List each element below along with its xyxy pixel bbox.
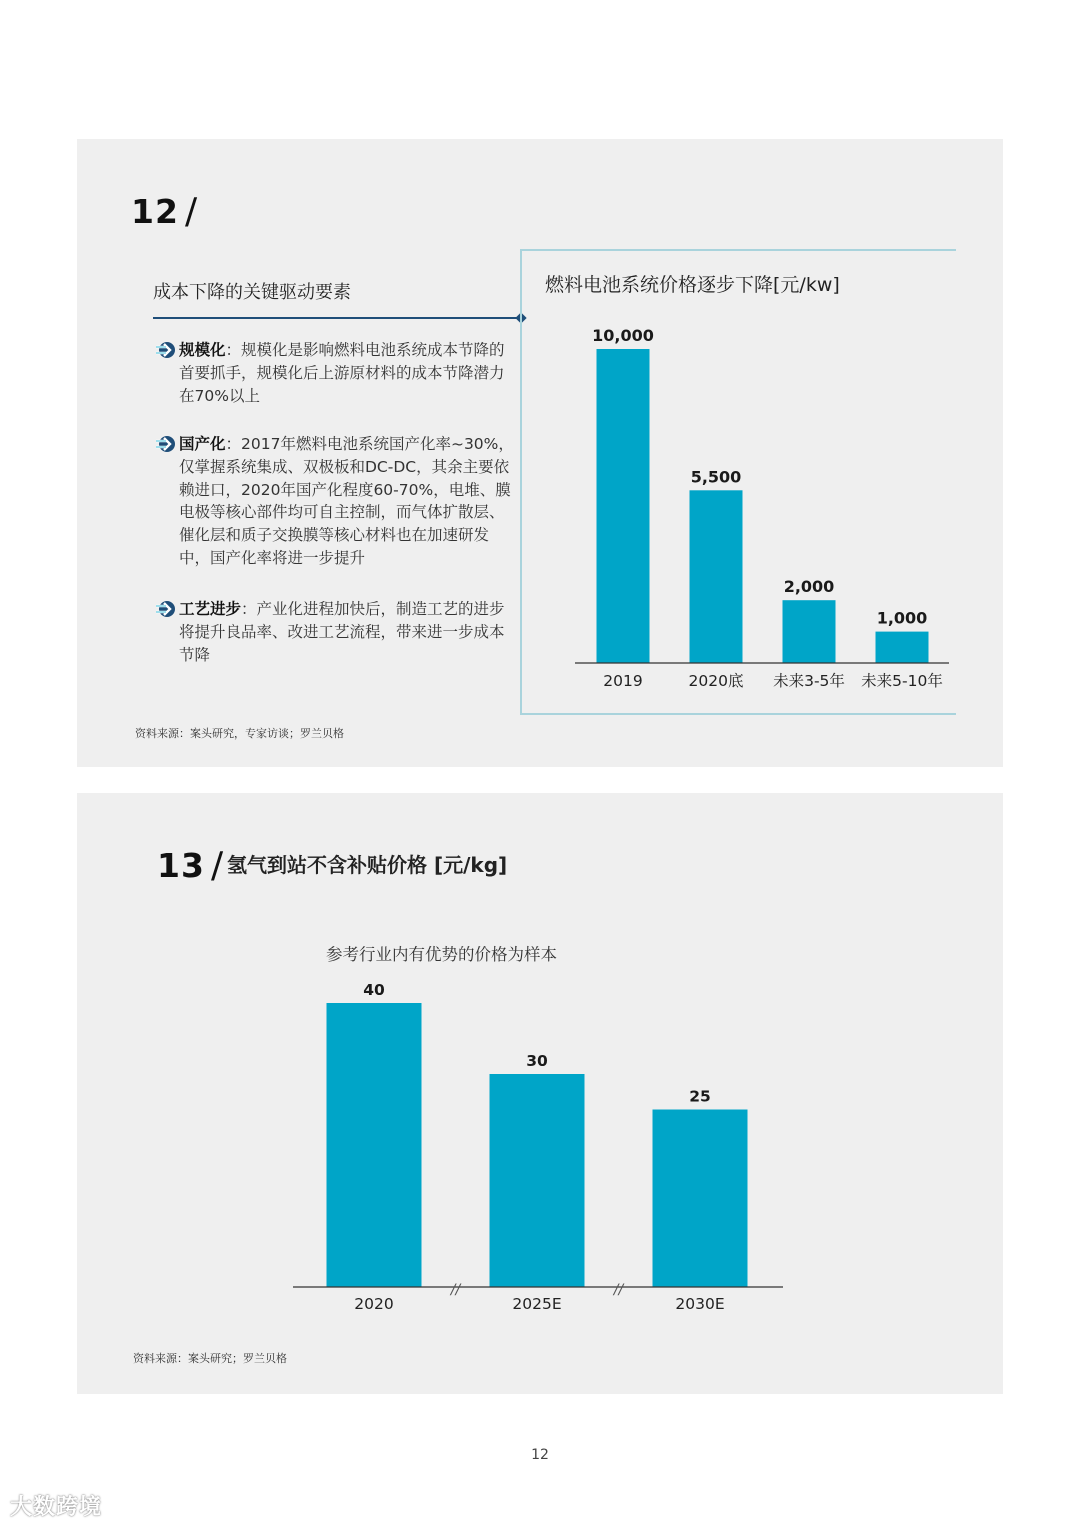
bullet-keyword: 国产化 (179, 435, 226, 453)
bar (653, 1110, 748, 1288)
axis-break-mark: // (613, 1282, 624, 1298)
bullet-process (155, 598, 515, 666)
fuel-cell-price-chart (487, 309, 943, 699)
page-number: 12 (531, 1447, 549, 1463)
x-tick-label: 2020底 (688, 672, 744, 690)
data-label: 2,000 (783, 577, 835, 597)
hydrogen-price-title: 氢气到站不含补贴价格 [元/kg] (227, 853, 508, 877)
data-label: 5,500 (690, 467, 742, 487)
section-13-panel (77, 793, 1003, 1394)
bullet-text: ：产业化进程加快后，制造工艺的进步将提升良品率、改进工艺流程，带来进一步成本节降 (179, 600, 505, 664)
bullet-keyword: 规模化 (179, 341, 226, 359)
drivers-title: 成本下降的关键驱动要素 (153, 282, 351, 303)
bullet-localization (155, 433, 515, 570)
x-tick-label: 2019 (603, 672, 643, 690)
source-note: 资料来源：案头研究，专家访谈；罗兰贝格 (135, 727, 344, 740)
hydrogen-price-chart (287, 963, 797, 1323)
x-tick-label: 2030E (675, 1295, 725, 1313)
arrow-right-icon (155, 341, 177, 359)
bar (783, 600, 836, 663)
watermark-logo: 大数跨境 (10, 1495, 103, 1520)
section-12-panel (77, 139, 1003, 767)
section-number-12 (131, 191, 198, 232)
section-number: 12 (131, 192, 179, 231)
x-tick-label: 2020 (354, 1295, 394, 1313)
section-slash: / (210, 845, 225, 886)
bullet-text: ：2017年燃料电池系统国产化率~30%，仅掌握系统集成、双极板和DC-DC，其余主要依赖进口，2020年国产化程度60-70%，电堆、膜电极等核心部件均可自主控制，而气体扩散层、催化层和质子交换膜等核心材料也在加速研发中，国产化率将进一步提升 (179, 435, 514, 567)
data-label: 10,000 (592, 326, 654, 345)
data-label: 1,000 (876, 608, 928, 628)
x-tick-label: 未来5-10年 (861, 672, 943, 690)
bar (597, 349, 650, 663)
bar (490, 1074, 585, 1287)
section-slash: / (184, 191, 199, 232)
bullet-text: ：规模化是影响燃料电池系统成本节降的首要抓手，规模化后上游原材料的成本节降潜力在70%以上 (179, 341, 505, 405)
bullet-scale (155, 339, 515, 407)
data-label: 25 (689, 1087, 711, 1106)
chart-title: 燃料电池系统价格逐步下降[元/kw] (545, 274, 840, 296)
data-label: 30 (526, 1052, 548, 1070)
bullet-keyword: 工艺进步 (179, 600, 242, 618)
x-tick-label: 2025E (512, 1295, 562, 1313)
chart-subtitle: 参考行业内有优势的价格为样本 (326, 945, 557, 964)
section-number-13 (157, 845, 224, 886)
axis-break-mark: // (450, 1282, 461, 1298)
title-underline (153, 317, 521, 319)
arrow-right-icon (155, 435, 177, 453)
arrow-right-icon (155, 600, 177, 618)
x-tick-label: 未来3-5年 (773, 672, 845, 690)
bar (876, 632, 929, 663)
data-label: 40 (363, 981, 385, 999)
bar (327, 1003, 422, 1287)
bar (690, 490, 743, 663)
section-number: 13 (157, 846, 205, 885)
source-note: 资料来源：案头研究；罗兰贝格 (133, 1352, 287, 1365)
